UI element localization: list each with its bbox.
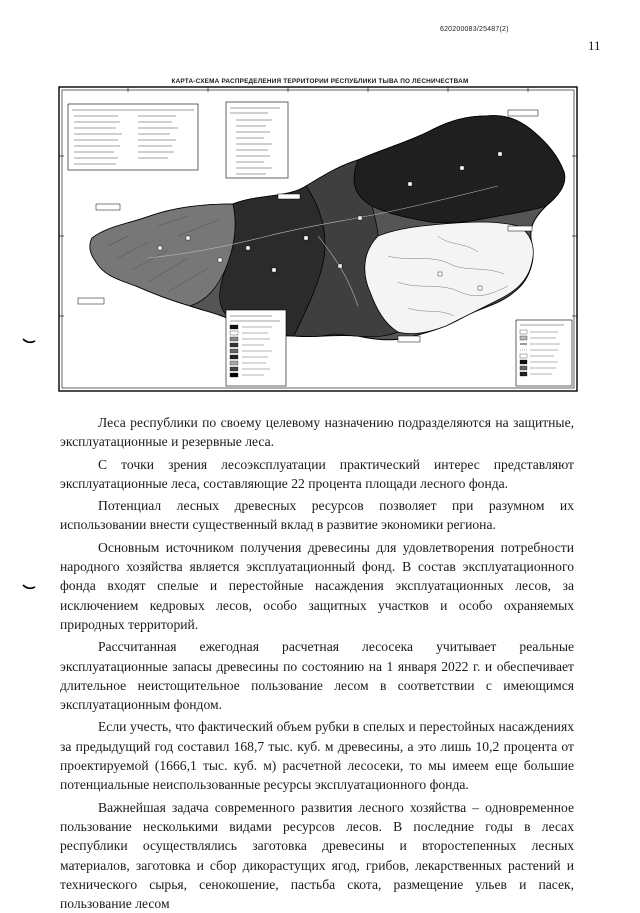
paragraph: Важнейшая задача современного развития лесного хозяйства – одновременное пользование несколькими видами ресурсов лесов. В последние годы в лесах республики осуществлялись заготовка древесины и второстепенных лесных материалов, заготовка и сбор дикорастущих ягод, грибов, лекарственных растений и технического сырья, сенокошение, пастьба скота, размещение ульев и пасек, пользование лесом	[60, 799, 574, 912]
paragraph: Потенциал лесных древесных ресурсов позволяет при разумном их использовании внести существенный вклад в развитие экономики региона.	[60, 498, 574, 533]
paragraph: Основным источником получения древесины для удовлетворения потребности народного хозяйства является эксплуатационный фонд. В состав эксплуатационного фонда входят спелые и перестойные насаждения эксплуатационных лесов, за исключением кедровых лесов, особо защитных участков и особо охраняемых природных территорий.	[60, 539, 574, 632]
map-title: КАРТА-СХЕМА РАСПРЕДЕЛЕНИЯ ТЕРРИТОРИИ РЕСПУБЛИКИ ТЫВА ПО ЛЕСНИЧЕСТВАМ	[171, 78, 469, 85]
map-figure	[58, 86, 578, 392]
legend-forestries-left	[68, 104, 198, 170]
legend-forest-types	[226, 310, 286, 386]
paragraph: С точки зрения лесоэксплуатации практический интерес представляют эксплуатационные леса, составляющие 22 процента площади лесного фонда.	[60, 456, 574, 491]
legend-forestries-middle	[226, 102, 288, 178]
margin-mark-2	[22, 583, 36, 591]
paragraph: Если учесть, что фактический объем рубки в спелых и перестойных насаждениях за предыдущий год составил 168,7 тыс. куб. м древесины, а это лишь 10,2 процента от проектируемой (1666,1 тыс. куб. м) расчетной лесосеки, то мы имеем еще большие потенциальные неиспользованные ресурсы эксплуатационного фонда.	[60, 719, 574, 793]
paragraph: Леса республики по своему целевому назначению подразделяются на защитные, эксплуатационные и резервные леса.	[60, 415, 574, 450]
document-number: 620200083/25487(2)	[440, 26, 509, 33]
map-svg	[58, 86, 578, 392]
margin-mark-1	[22, 337, 36, 345]
legend-conventional-signs	[516, 320, 572, 386]
paragraph: Рассчитанная ежегодная расчетная лесосека учитывает реальные эксплуатационные запасы древесины по состоянию на 1 января 2022 г. и обеспечивает длительное неистощительное пользование лесом в соответствии с имеющимся эксплуатационным фондом.	[60, 639, 574, 713]
body-text	[60, 413, 574, 913]
page-number: 11	[588, 38, 601, 53]
